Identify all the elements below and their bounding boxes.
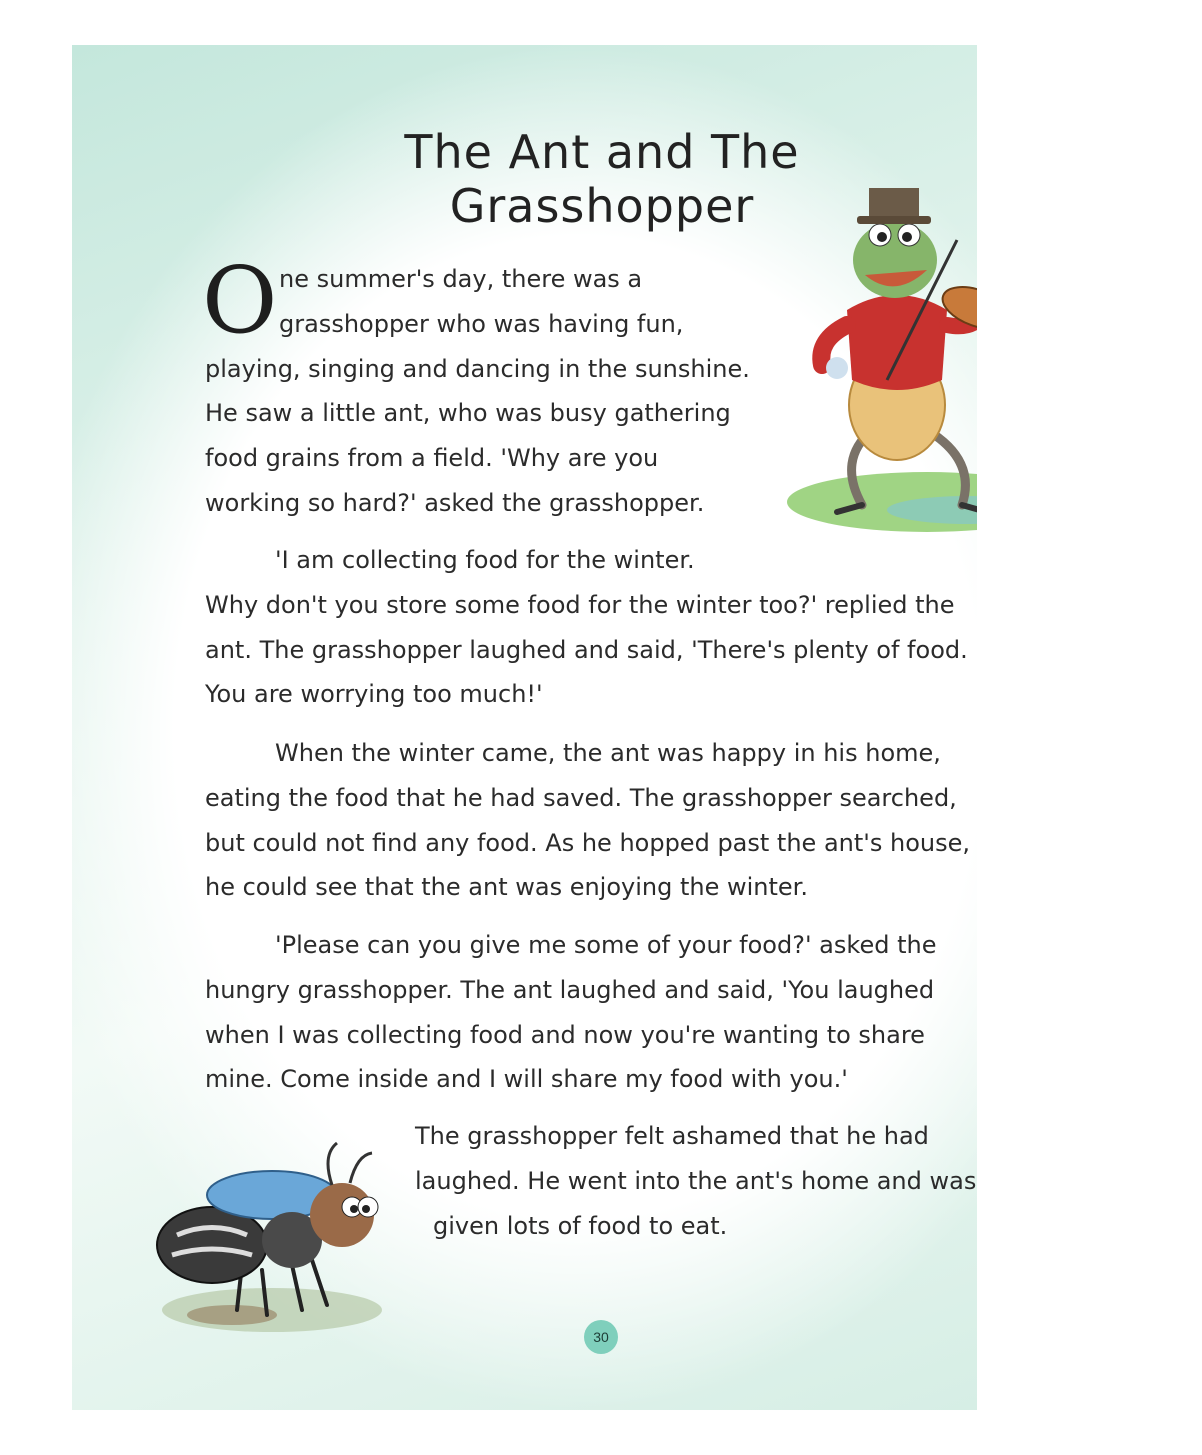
text-line: working so hard?' asked the grasshopper. xyxy=(205,488,705,517)
title-line-2: Grasshopper xyxy=(449,179,755,233)
text-line: Why don't you store some food for the winter too?' replied the xyxy=(205,590,955,619)
page-title xyxy=(372,125,832,233)
text-line: 'I am collecting food for the winter. xyxy=(275,546,695,574)
paragraph-5 xyxy=(415,1114,976,1248)
text-line: When the winter came, the ant was happy in his home, xyxy=(275,739,941,767)
text-line: You are worrying too much!' xyxy=(205,680,543,709)
ant-illustration xyxy=(152,1125,392,1335)
storybook-page xyxy=(72,45,977,1410)
paragraph-3 xyxy=(205,731,970,910)
text-line: food grains from a field. 'Why are you xyxy=(205,444,659,473)
text-line: when I was collecting food and now you're wanting to share xyxy=(205,1020,925,1049)
text-line: but could not find any food. As he hopped past the ant's house, xyxy=(205,828,970,857)
text-line: given lots of food to eat. xyxy=(433,1211,728,1240)
text-line: he could see that the ant was enjoying the winter. xyxy=(205,873,808,902)
title-line-1: The Ant and The xyxy=(404,125,800,179)
text-line: 'Please can you give me some of your food?' asked the xyxy=(275,931,937,959)
text-line: playing, singing and dancing in the sunshine. xyxy=(205,354,750,383)
text-line: hungry grasshopper. The ant laughed and said, 'You laughed xyxy=(205,975,935,1004)
page-number-badge: 30 xyxy=(584,1320,618,1354)
text-line: ant. The grasshopper laughed and said, 'There's plenty of food. xyxy=(205,635,968,664)
paragraph-1 xyxy=(205,257,750,526)
paragraph-2 xyxy=(205,538,968,717)
drop-cap: O xyxy=(202,247,278,354)
paragraph-4 xyxy=(205,923,936,1102)
text-line: The grasshopper felt ashamed that he had xyxy=(415,1122,929,1150)
text-line: grasshopper who was having fun, xyxy=(279,309,684,338)
text-line: ne summer's day, there was a xyxy=(279,265,643,293)
text-line: He saw a little ant, who was busy gathering xyxy=(205,399,731,428)
grasshopper-illustration xyxy=(777,140,977,550)
text-line: eating the food that he had saved. The grasshopper searched, xyxy=(205,783,957,812)
text-line: laughed. He went into the ant's home and was xyxy=(415,1166,977,1195)
text-line: mine. Come inside and I will share my food with you.' xyxy=(205,1065,848,1094)
